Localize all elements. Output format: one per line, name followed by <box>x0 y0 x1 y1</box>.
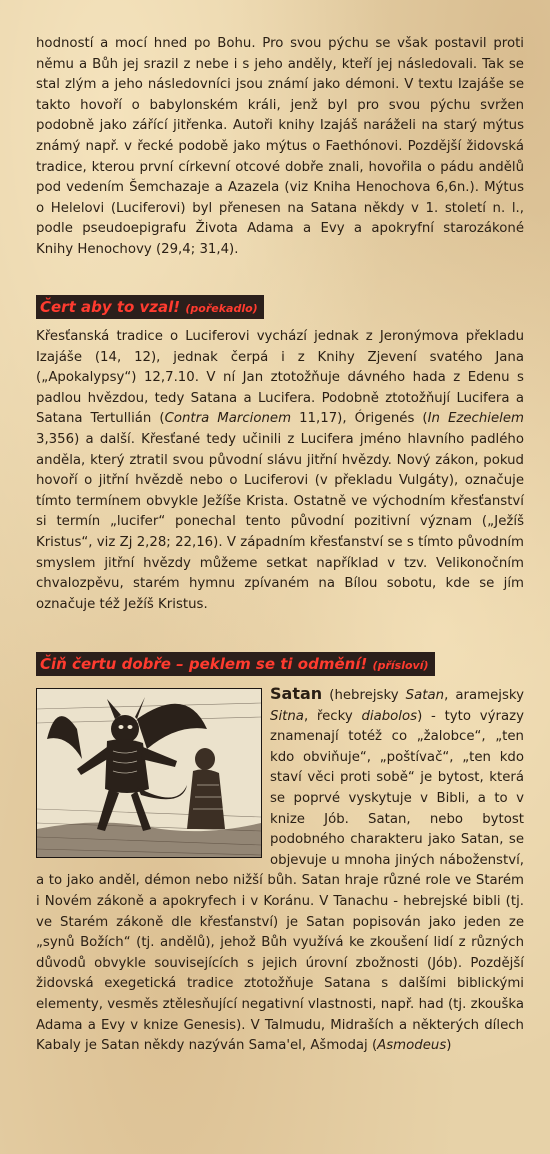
section-heading-cin-certu-dobre: Čiň čertu dobře – peklem se ti odmění! (přísloví) <box>36 652 435 676</box>
satan-definition-block <box>36 684 524 1057</box>
illustration-spacer <box>36 684 270 864</box>
term-satan: Satan <box>270 684 323 703</box>
section-heading-cert-aby-to-vzal: Čert aby to vzal! (pořekadlo) <box>36 295 264 319</box>
paragraph-lucifer-tradition: Křesťanská tradice o Luciferovi vychází jednak z Jeronýmova překladu Izajáše (14, 12), jednak čerpá i z Knihy Zjevení svatého Jana („Apokalypsy“) 12,7.10. V ní Jan ztotožňuje dávného hada z Edenu s padlou hvězdou, tedy Satana a Lucifera. Podobně ztotožňují Lucifera a Satana Tertullián (Contra Marcionem 11,17), Órigenés (In Ezechielem 3,356) a další. Křesťané tedy učinili z Lucifera jméno hlavního padlého anděla, který ztratil svou původní slávu jitřní hvězdy. Nový zákon, pokud hovoří o jitřní hvězdě nebo o Luciferovi (v překladu Vulgáty), označuje tímto termínem obvykle Ježíše Krista. Ostatně ve východním křesťanství si termín „lucifer“ ponechal tento původní pozitivní význam („Ježíš Kristus“, viz Zj 2,28; 22,16). V západním křesťanství se s tímto původním smyslem jitřní hvězdy můžeme setkat například v tzv. Velikonočním chvalozpěvu, starém hymnu zpívaném na Bílou sobotu, kde se jím označuje též Ježíš Kristus. <box>36 329 524 612</box>
paragraph-intro: hodností a mocí hned po Bohu. Pro svou pýchu se však postavil proti němu a Bůh jej srazil z nebe i s jeho anděly, kteří jej následovali. Tak se stal zlým a jeho následovníci jsou známí jako démoni. V textu Izajáše se takto hovoří o babylonském králi, jenž byl pro svou pýchu svržen podobně jako zářící jitřenka. Autoři knihy Izajáš naráželi na starý mýtus známý např. v řecké podobě jako mýtus o Faethónovi. Pozdější židovská tradice, kterou první církevní otcové dobře znali, hovořila o pádu andělů pod vedením Šemchazaje a Azazela (viz Kniha Henochova 6,6n.). Mýtus o Helelovi (Luciferovi) byl přenesen na Satana někdy v 1. století n. l., podle pseudoepigrafu Života Adama a Evy a apokryfní starozákoné Knihy Henochovy (29,4; 31,4). <box>36 36 524 257</box>
paragraph-satan-definition: Satan (hebrejsky Satan, aramejsky Sitna, řecky diabolos) - tyto výrazy znamenají totéž co „žalobce“, „ten kdo obviňuje“, „poštívač“, „ten kdo staví věci proti sobě“ je bytost, která se poprvé vyskytuje v Bibli, a to v knize Jób. Satan, nebo bytost podobného charakteru jako Satan, se objevuje u mnoha jiných náboženství, a to jako anděl, démon nebo nižší bůh. Satan hraje různé role ve Starém i Novém zákoně a apokryfech i v Koránu. V Tanachu - hebrejské bibli (tj. ve Starém zákoně dle křesťanství) je Satan popisován jako jeden ze „synů Božích“ (tj. andělů), jehož Bůh využívá ke zkoušení lidí z různých důvodů obvykle souvisejících s jejich úrovní zbožnosti (Jób). Pozdější židovská exegetická tradice ztotožňuje Satana s dalšími biblickými elementy, vesměs ztělesňující negativní vlastnosti, např. had (tj. zkouška Adama a Evy v knize Genesis). V Talmudu, Midraších a některých dílech Kabaly je Satan někdy nazýván Sama'el, Ašmodaj (Asmodeus) <box>36 684 524 1054</box>
